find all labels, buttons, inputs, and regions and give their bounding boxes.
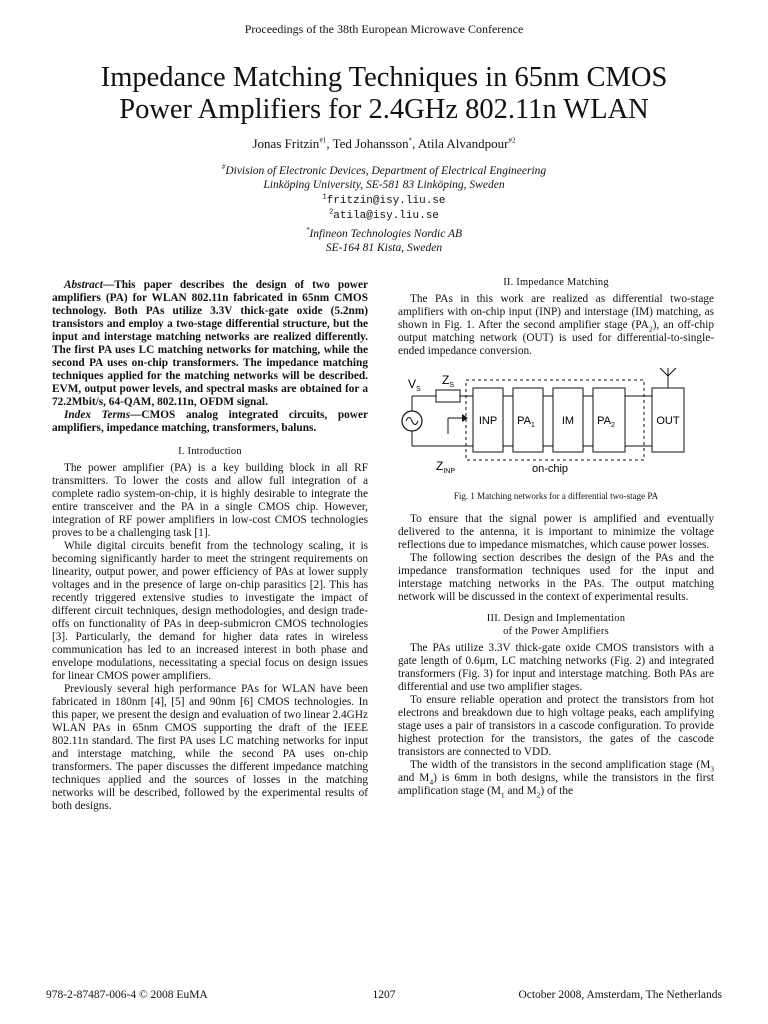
figure-1-caption: Fig. 1 Matching networks for a differential two-stage PA (453, 491, 659, 501)
author-2: , Ted Johansson (326, 136, 409, 151)
abstract-text: —This paper describes the design of two power amplifiers (PA) for WLAN 802.11n fabricated in 65nm CMOS technology. Both PAs utilize 3.3V thick-gate oxide (5.2nm) transistors and employ a two-stage differential structure, but the input and interstage matching networks are realized differently. The first PA uses LC matching networks for matching, while the second PA uses on-chip transformers. The impedance matching techniques applied for the matching networks will be described. EVM, output power levels, and spectral masks are obtained for a 72.2Mbit/s, 64-QAM, 802.11n, OFDM signal. (52, 279, 368, 408)
email-2[interactable] (0, 210, 768, 222)
conference-header: Proceedings of the 38th European Microwave Conference (244, 22, 524, 36)
label-zs: $Z_S$ (442, 373, 455, 389)
abstract (52, 279, 368, 409)
abstract-label: Abstract (64, 279, 103, 291)
label-pa1: $PA_1$ (517, 415, 535, 429)
figure-1-diagram (398, 366, 714, 484)
email-1-mark: 1 (322, 193, 327, 202)
source-sine (406, 418, 418, 425)
section-2-paragraph-3: The following section describes the design of the PAs and the impedance transformation techniques used for the input and interstage matching networks in the PAs. The output matching network will be discussed in the context of experimental results. (398, 552, 714, 603)
left-column (52, 279, 368, 813)
zinp-arrow-head (462, 414, 468, 422)
label-zinp: $Z_{INP}$ (436, 459, 456, 475)
footer-date-location: October 2008, Amsterdam, The Netherlands (518, 989, 722, 1001)
label-pa2: $PA_2$ (597, 415, 615, 429)
affiliation-2-line2: SE-164 81 Kista, Sweden (325, 242, 443, 254)
author-1: Jonas Fritzin (252, 136, 320, 151)
section-2-paragraph-2: To ensure that the signal power is amplified and eventually delivered to the antenna, it is important to minimize the voltage reflections due to impedance mismatches, which cause power losses. (398, 513, 714, 551)
email-1-text[interactable]: fritzin@isy.liu.se (326, 195, 446, 207)
section-1-paragraph-3: Previously several high performance PAs for WLAN have been fabricated in 180nm [4], [5] and 90nm [6] CMOS technologies. In this paper, we present the design and evaluation of two linear 2.4GHz WLAN PAs in 65nm CMOS supporting the draft of the IEEE 802.11n standard. The first PA uses LC matching networks for input and interstage matching, while the second PA uses on-chip transformers. The paper discusses the different impedance matching techniques applied and the sources of losses in the matching networks will be described, followed by the experimental results of both designs. (52, 683, 368, 812)
section-3-heading (398, 612, 714, 638)
section-3-paragraph-3 (398, 759, 714, 798)
label-vs: $V_S$ (408, 377, 421, 393)
antenna-icon (660, 368, 676, 376)
zs-resistor (436, 390, 460, 402)
author-1-mark: #1 (319, 136, 327, 145)
title-line-1: Impedance Matching Techniques in 65nm CMOS (100, 62, 668, 93)
section-1-heading: I. Introduction (178, 446, 242, 457)
label-im: IM (561, 415, 575, 427)
s3p3-s2: 4 (429, 777, 434, 787)
section-3-heading-line2: of the Power Amplifiers (503, 626, 609, 637)
affiliation-1 (0, 164, 768, 192)
label-inp: INP (478, 415, 498, 427)
label-onchip: on-chip (531, 463, 569, 475)
s2p1-a: The PAs in this work are realized as differential two-stage amplifiers with on-chip input (INP) and interstage (IM) matching, as shown in Fig. 1. After the second amplifier stage (PA (398, 293, 714, 331)
affiliation-2-line1: Infineon Technologies Nordic AB (309, 228, 463, 240)
section-3-paragraph-1: The PAs utilize 3.3V thick-gate oxide CMOS transistors with a gate length of 0.6µm, LC matching networks (Fig. 2) and integrated transformers (Fig. 3) for input and interstage matching. Both PAs are differential and use two amplifier stages. (398, 642, 714, 693)
s3p3-s3: 1 (500, 790, 505, 800)
footer-isbn: 978-2-87487-006-4 © 2008 EuMA (46, 989, 208, 1001)
section-2-heading: II. Impedance Matching (503, 277, 609, 288)
right-column (398, 276, 714, 798)
index-terms-label: Index Terms (64, 409, 131, 421)
index-terms-text: —CMOS analog integrated circuits, power amplifiers, impedance matching, transformers, baluns. (52, 409, 368, 434)
s3p3-s1: 3 (710, 764, 714, 774)
section-3-paragraph-2: To ensure reliable operation and protect the transistors from hot electrons and breakdown due to high voltage peaks, each amplifying stage uses a pair of transistors in a cascode configuration. To provide highest protection for the transistors, the gates of the cascode transistors are connected to VDD. (398, 694, 714, 758)
author-3: , Atila Alvandpour (412, 136, 509, 151)
affiliation-2-mark: * (305, 226, 310, 235)
section-3-heading-line1: III. Design and Implementation (486, 613, 626, 624)
author-list (0, 136, 768, 152)
s3p3-s4: 2 (536, 790, 541, 800)
s3p3-e: ) of the (540, 785, 574, 797)
author-2-mark: * (408, 136, 413, 145)
section-1-paragraph-2: While digital circuits benefit from the technology scaling, it is becoming significantly harder to meet the stringent requirements on linearity, output power, and power efficiency of PAs at lower supply voltages and in the presence of large on-chip parasitics [2]. This has recently triggered extensive studies to investigate the impact of different circuit techniques, design methodologies, and design trade-offs on functionality of PAs in deep-submicron CMOS technologies [3]. Particularly, the demand for higher data rates in wireless communication has led to an increased interest in both phase and envelope modulations, necessitating a special focus on design issues for linear CMOS power amplifiers. (52, 540, 368, 682)
email-1[interactable] (0, 195, 768, 207)
footer-page-number: 1207 (372, 989, 396, 1001)
s3p3-a: The width of the transistors in the second amplification stage (M (410, 759, 711, 771)
paper-title (40, 62, 728, 126)
s3p3-b: and M (398, 772, 430, 784)
affiliation-1-line2: Linköping University, SE-581 83 Linköping, Sweden (263, 179, 505, 191)
s2p1-b: ), an off-chip output matching network (OUT) is used for differential-to-single-ended impedance conversion. (398, 319, 714, 357)
title-line-2: Power Amplifiers for 2.4GHz 802.11n WLAN (119, 94, 649, 125)
email-2-mark: 2 (329, 208, 334, 217)
s3p3-d: and M (504, 785, 537, 797)
affiliation-1-line1: Division of Electronic Devices, Department of Electrical Engineering (225, 165, 547, 177)
author-3-mark: #2 (508, 136, 516, 145)
affiliation-2 (0, 227, 768, 255)
s3p3-c: ) is 6mm in both designs, while the transistors in the first amplification stage (M (398, 772, 714, 797)
section-2-paragraph-1 (398, 293, 714, 358)
s2p1-sub: 2 (648, 324, 653, 334)
label-out: OUT (656, 415, 680, 427)
affiliation-1-mark: # (221, 163, 226, 172)
figure-1 (398, 366, 714, 486)
section-1-paragraph-1: The power amplifier (PA) is a key building block in all RF transmitters. To lower the costs and allow full integration of a complete radio system-on-chip, it is highly desirable to integrate the entire transceiver and the PA in a single CMOS chip. However, integration of RF power amplifiers in low-cost CMOS technologies proves to be a challenging task [1]. (52, 462, 368, 539)
email-2-text[interactable]: atila@isy.liu.se (333, 210, 439, 222)
index-terms (52, 409, 368, 435)
